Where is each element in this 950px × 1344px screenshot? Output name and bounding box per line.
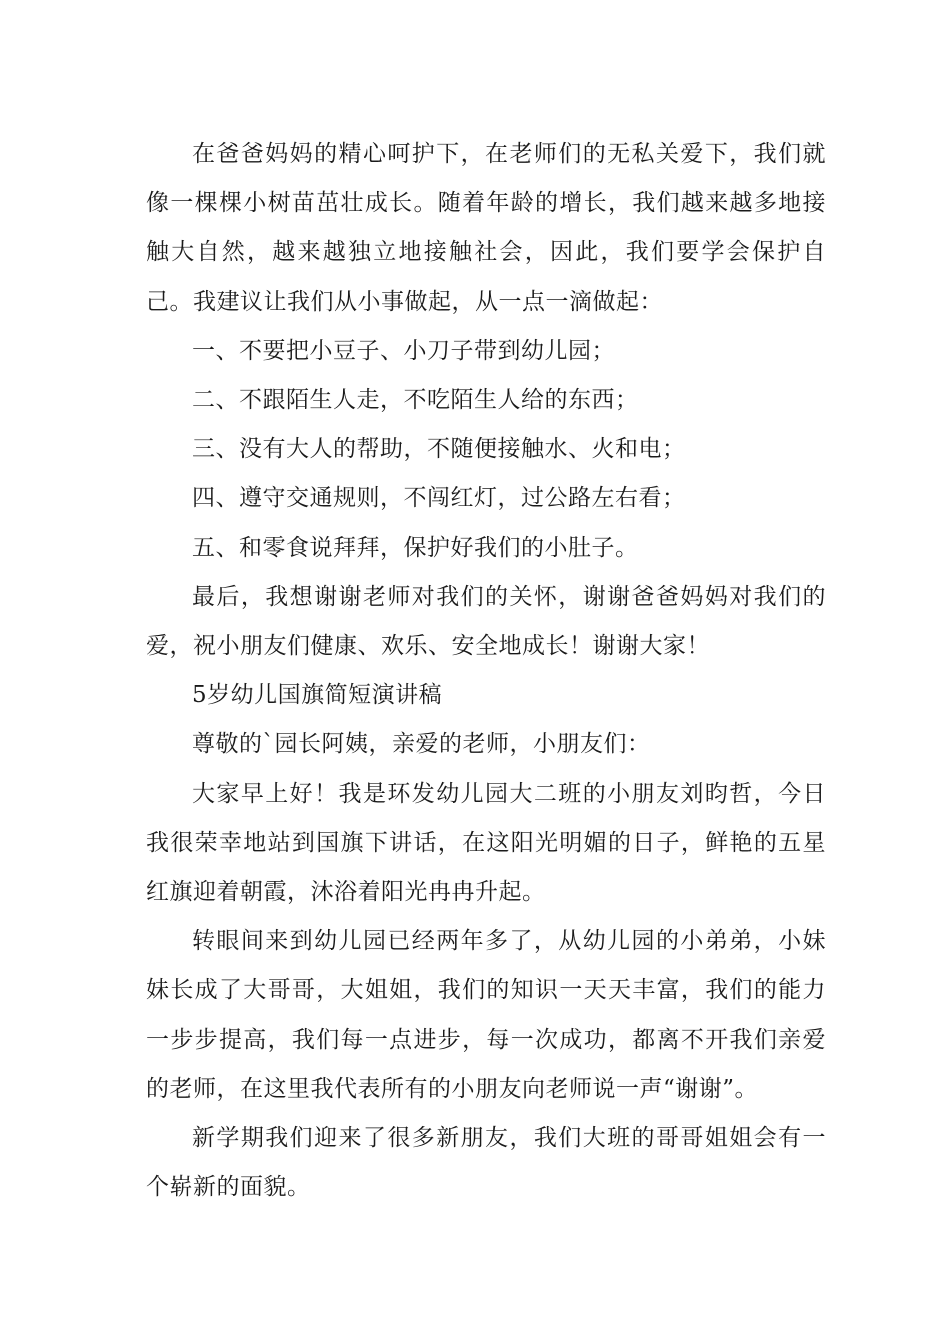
paragraph-intro: 在爸爸妈妈的精心呵护下，在老师们的无私关爱下，我们就像一棵棵小树苗茁壮成长。随着年龄的增长，我们越来越多地接触大自然，越来越独立地接触社会，因此，我们要学会保护自己。我建议让我们从小事做起，从一点一滴做起： (146, 141, 826, 315)
paragraph-new-semester: 新学期我们迎来了很多新朋友，我们大班的哥哥姐姐会有一个崭新的面貌。 (146, 1125, 826, 1201)
section-title: 5岁幼儿国旗简短演讲稿 (192, 682, 443, 709)
list-item-2: 二、不跟陌生人走，不吃陌生人给的东西； (192, 387, 639, 414)
paragraph-closing: 最后，我想谢谢老师对我们的关怀，谢谢爸爸妈妈对我们的爱，祝小朋友们健康、欢乐、安全地成长！谢谢大家！ (146, 583, 826, 660)
list-item-3: 三、没有大人的帮助，不随便接触水、火和电； (192, 436, 686, 463)
paragraph-thanks: 转眼间来到幼儿园已经两年多了，从幼儿园的小弟弟，小妹妹长成了大哥哥，大姐姐，我们的知识一天天丰富，我们的能力一步步提高，我们每一点进步，每一次成功，都离不开我们亲爱的老师，在这里我代表所有的小朋友向老师说一声“谢谢”。 (146, 928, 826, 1102)
document-body (146, 130, 826, 1212)
list-item-1: 一、不要把小豆子、小刀子带到幼儿园； (192, 337, 615, 364)
list-item-5: 五、和零食说拜拜，保护好我们的小肚子。 (192, 534, 639, 561)
list-item-4: 四、遵守交通规则，不闯红灯，过公路左右看； (192, 485, 686, 512)
salutation: 尊敬的`园长阿姨，亲爱的老师，小朋友们： (192, 731, 651, 758)
paragraph-greeting: 大家早上好！我是环发幼儿园大二班的小朋友刘昀哲，今日我很荣幸地站到国旗下讲话，在这阳光明媚的日子，鲜艳的五星红旗迎着朝霞，沐浴着阳光冉冉升起。 (146, 780, 826, 906)
